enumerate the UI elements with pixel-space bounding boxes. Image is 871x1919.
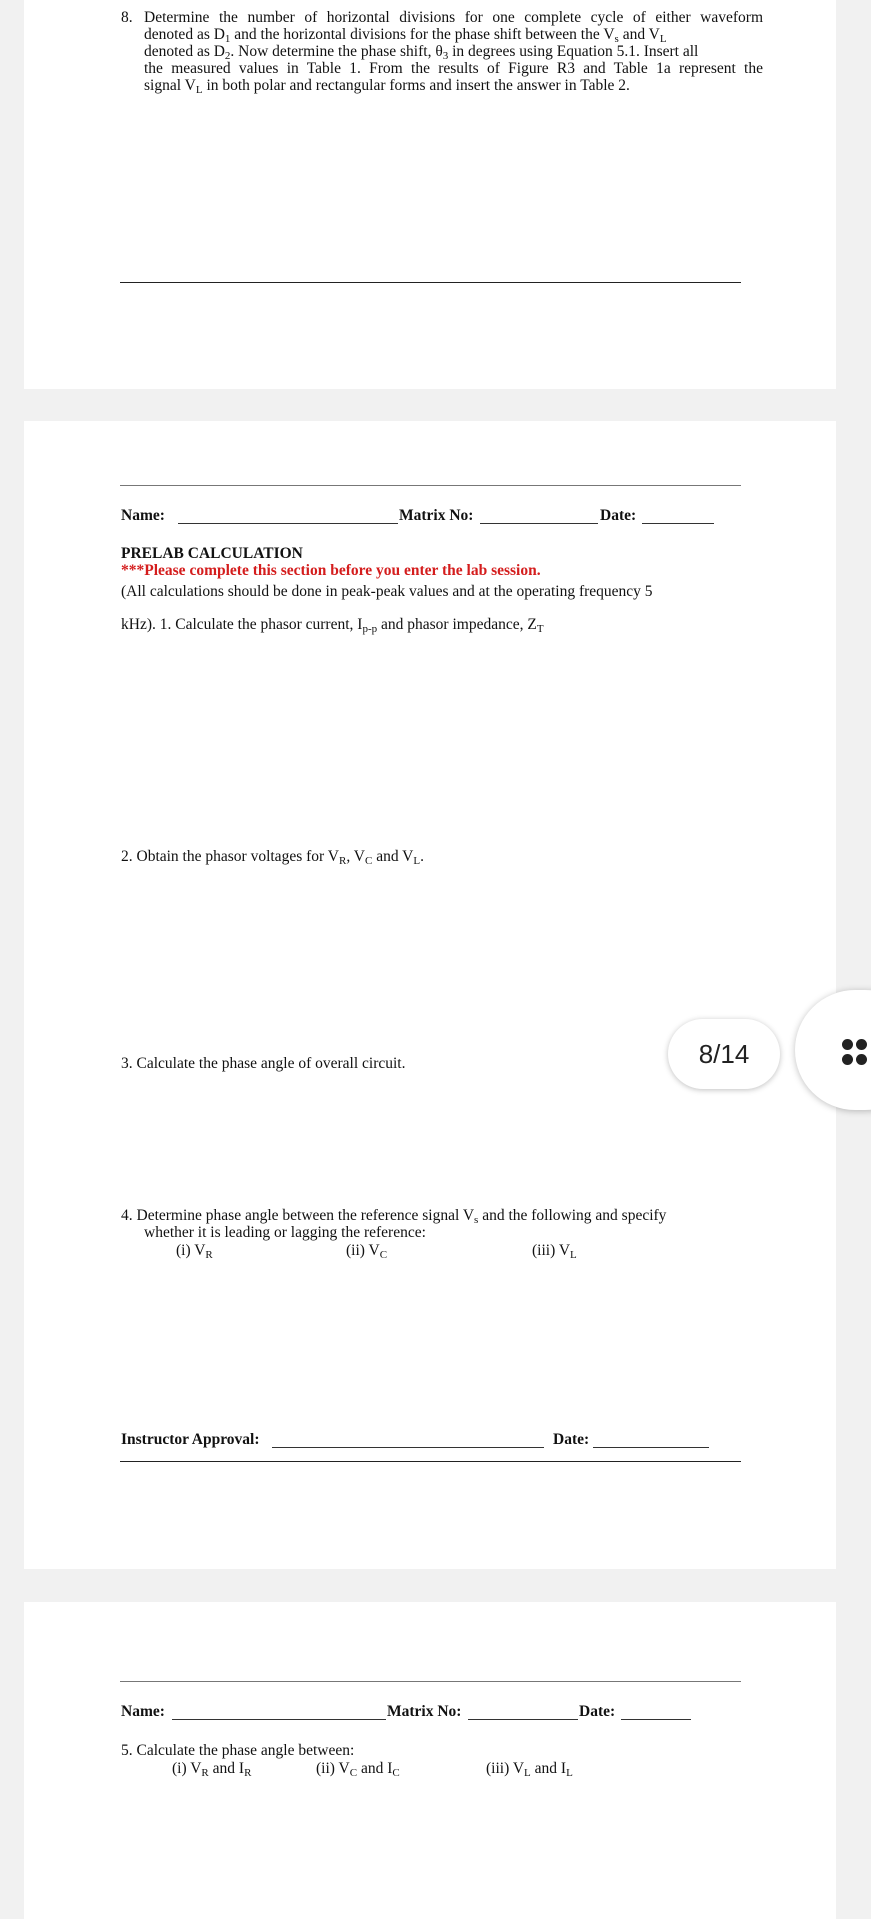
question-8-line-3: denoted as $D_2$. Now determine the phase shift, $\theta_3$ in degrees using Equation 5.1. Insert all (144, 43, 699, 62)
header-rule (120, 485, 741, 486)
instructor-approval-label: Instructor Approval: (121, 1431, 260, 1448)
prelab-question-4-line-2: whether it is leading or lagging the reference: (144, 1224, 426, 1241)
approval-rule (120, 1461, 741, 1462)
prelab-question-4-part-iii: (iii) $V_L$ (532, 1242, 577, 1261)
name-label-2: Name: (121, 1703, 165, 1720)
prelab-notice: ***Please complete this section before you enter the lab session. (121, 562, 541, 579)
prelab-question-4-part-ii: (ii) $V_C$ (346, 1242, 388, 1261)
prelab-question-2: 2. Obtain the phasor voltages for $V_R$, $V_C$ and $V_L$. (121, 848, 424, 867)
name-field-2[interactable] (172, 1719, 386, 1720)
matrix-no-field[interactable] (480, 523, 598, 524)
section-title: PRELAB CALCULATION (121, 545, 303, 562)
footer-rule (120, 282, 741, 283)
prelab-question-3: 3. Calculate the phase angle of overall circuit. (121, 1055, 406, 1072)
date-field[interactable] (642, 523, 714, 524)
question-5-part-iii: (iii) $V_L$ and $I_L$ (486, 1760, 573, 1779)
question-8-line-4: the measured values in Table 1. From the results of Figure R3 and Table 1a represent the (144, 60, 763, 77)
question-5-part-ii: (ii) $V_C$ and $I_C$ (316, 1760, 400, 1779)
prelab-question-4-part-i: (i) $V_R$ (176, 1242, 213, 1261)
question-5: 5. Calculate the phase angle between: (121, 1742, 355, 1759)
document-page-9 (24, 1602, 836, 1919)
date-field-2[interactable] (621, 1719, 691, 1720)
page-indicator: 8/14 (668, 1019, 780, 1089)
prelab-question-4-line-1: 4. Determine phase angle between the reference signal $V_s$ and the following and specify (121, 1207, 667, 1226)
question-8-line-5: signal $V_L$ in both polar and rectangular forms and insert the answer in Table 2. (144, 77, 630, 96)
name-field[interactable] (178, 523, 398, 524)
matrix-no-field-2[interactable] (468, 1719, 578, 1720)
instructor-approval-field[interactable] (272, 1447, 544, 1448)
date-label-2: Date: (579, 1703, 616, 1720)
name-label: Name: (121, 507, 165, 524)
date-label: Date: (600, 507, 637, 524)
question-8-line-1: Determine the number of horizontal divisions for one complete cycle of either waveform (144, 9, 763, 26)
question-8-number: 8. (121, 9, 133, 26)
approval-date-field[interactable] (593, 1447, 709, 1448)
prelab-intro-line-1: (All calculations should be done in peak-peak values and at the operating frequency 5 (121, 583, 653, 600)
document-page-7 (24, 0, 836, 389)
prelab-question-1: kHz). 1. Calculate the phasor current, $I_{p-p}$ and phasor impedance, $Z_T$ (121, 616, 544, 635)
approval-date-label: Date: (553, 1431, 590, 1448)
question-8-line-2: denoted as $D_1$ and the horizontal divisions for the phase shift between the $V_s$ and $V_L$ (144, 26, 667, 45)
header-rule-2 (120, 1681, 741, 1682)
matrix-no-label: Matrix No: (399, 507, 474, 524)
matrix-no-label-2: Matrix No: (387, 1703, 462, 1720)
document-page-8 (24, 421, 836, 1569)
question-5-part-i: (i) $V_R$ and $I_R$ (172, 1760, 252, 1779)
